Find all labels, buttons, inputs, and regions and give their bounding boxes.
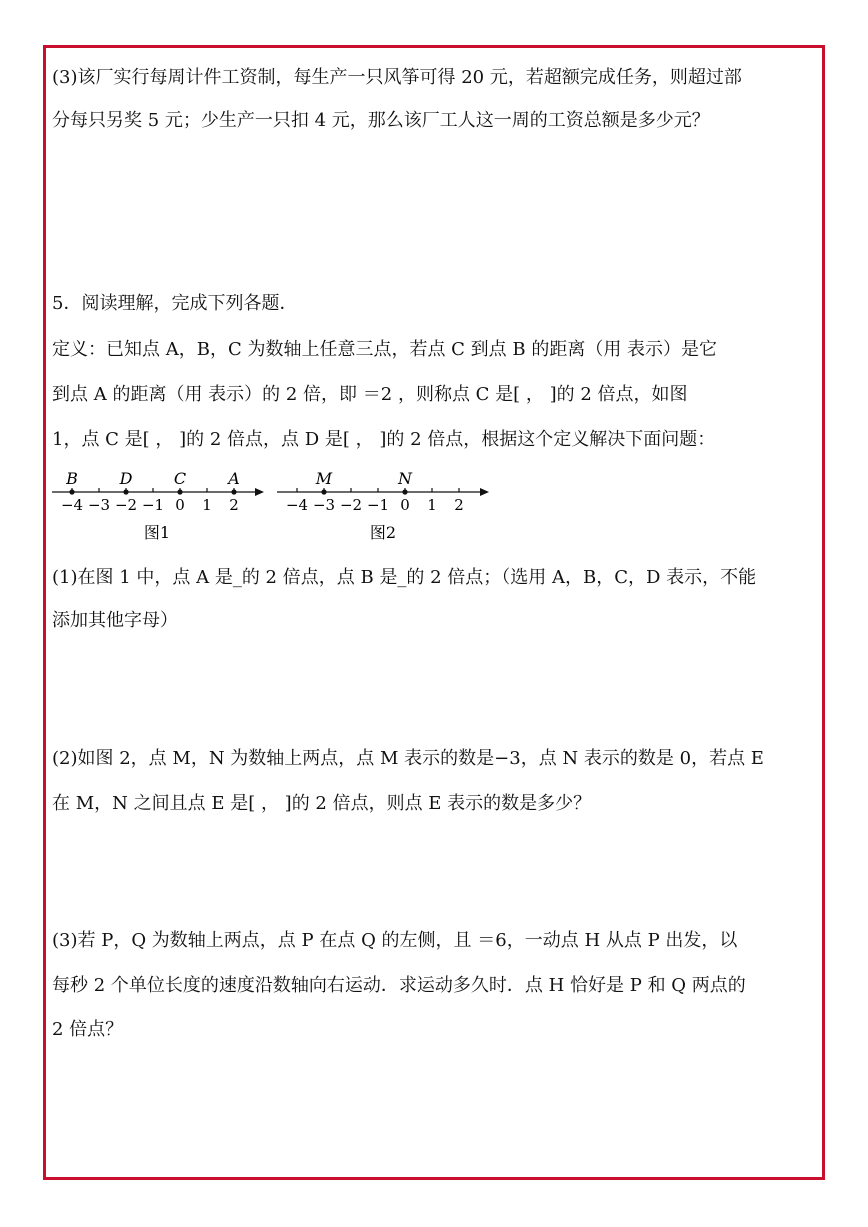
tick-label: 1 xyxy=(202,496,212,514)
q5-part3-line2: 每秒 2 个单位长度的速度沿数轴向右运动．求运动多久时．点 H 恰好是 P 和 Q 两点的 xyxy=(52,975,746,996)
tick-label: 0 xyxy=(175,496,185,514)
tick-label: −3 xyxy=(312,496,336,514)
point-dot xyxy=(177,489,182,494)
q5-definition-line3: 1，点 C 是[ ， ]的 2 倍点，点 D 是[ ， ]的 2 倍点，根据这个定义解决下面问题： xyxy=(52,429,716,450)
q5-part1-line2: 添加其他字母） xyxy=(52,610,178,631)
q5-definition-line2: 到点 A 的距离（用 表示）的 2 倍，即 ＝2 ，则称点 C 是[ ， ]的 2 倍点，如图 xyxy=(52,384,688,405)
figure1-caption: 图1 xyxy=(143,523,171,542)
axis-arrow-icon xyxy=(255,488,264,496)
q5-part1-line1: (1)在图 1 中，点 A 是_的 2 倍点，点 B 是_的 2 倍点；（选用 A，B，C，D 表示，不能 xyxy=(52,567,757,588)
tick-label: −3 xyxy=(87,496,111,514)
q5-heading: 5．阅读理解，完成下列各题． xyxy=(52,293,298,314)
q4-part3-line2: 分每只另奖 5 元；少生产一只扣 4 元，那么该厂工人这一周的工资总额是多少元？ xyxy=(52,110,710,131)
axis-arrow-icon xyxy=(480,488,489,496)
point-label: C xyxy=(173,469,187,488)
tick-label: 2 xyxy=(229,496,239,514)
number-line-figure1 xyxy=(50,466,270,546)
tick-label: 1 xyxy=(427,496,437,514)
tick-label: −2 xyxy=(339,496,363,514)
point-dot xyxy=(402,489,407,494)
tick-label: −4 xyxy=(60,496,84,514)
q5-part3-line1: (3)若 P，Q 为数轴上两点，点 P 在点 Q 的左侧，且 ＝6，一动点 H 从点 P 出发，以 xyxy=(52,930,738,951)
point-label: B xyxy=(66,469,78,488)
tick-label: 2 xyxy=(454,496,464,514)
point-dot xyxy=(321,489,326,494)
q5-part2-line1: (2)如图 2，点 M，N 为数轴上两点，点 M 表示的数是−3，点 N 表示的数是 0，若点 E xyxy=(52,748,764,769)
tick-label: −1 xyxy=(366,496,390,514)
point-label: A xyxy=(228,469,240,488)
number-line-figure2 xyxy=(275,466,495,546)
point-label: M xyxy=(315,469,333,488)
point-dot xyxy=(123,489,128,494)
figure2-caption: 图2 xyxy=(369,523,397,542)
point-dot xyxy=(231,489,236,494)
point-dot xyxy=(69,489,74,494)
tick-label: −1 xyxy=(141,496,165,514)
tick-label: −2 xyxy=(114,496,138,514)
q5-definition-line1: 定义：已知点 A，B，C 为数轴上任意三点，若点 C 到点 B 的距离（用 表示）是它 xyxy=(52,339,718,360)
q5-part2-line2: 在 M，N 之间且点 E 是[ ， ]的 2 倍点，则点 E 表示的数是多少？ xyxy=(52,793,592,814)
tick-label: 0 xyxy=(400,496,410,514)
point-label: N xyxy=(398,469,412,488)
q5-part3-line3: 2 倍点？ xyxy=(52,1019,124,1040)
point-label: D xyxy=(119,469,133,488)
q4-part3-line1: (3)该厂实行每周计件工资制，每生产一只风筝可得 20 元，若超额完成任务，则超过部 xyxy=(52,67,742,88)
tick-label: −4 xyxy=(285,496,309,514)
